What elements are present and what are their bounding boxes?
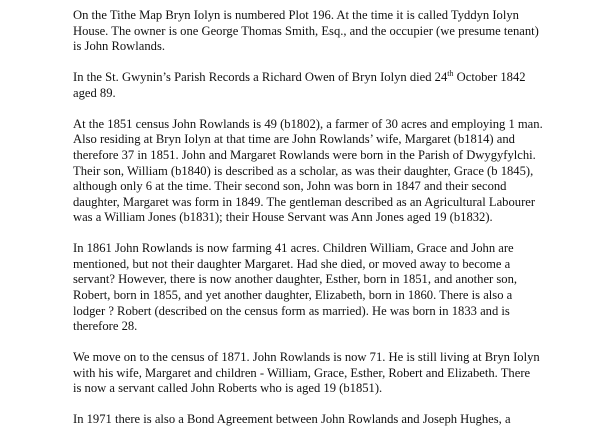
text-line: therefore 28. bbox=[73, 319, 138, 334]
text-line: Robert, born in 1855, and yet another daughter, Elizabeth, born in 1860. There is also a bbox=[73, 288, 513, 303]
text-line: although only 6 at the time. Their second son, John was born in 1847 and their second bbox=[73, 179, 507, 194]
text-line: daughter, Margaret was form in 1849. The gentleman described as an Agricultural Labourer bbox=[73, 194, 536, 209]
text-line: House. The owner is one George Thomas Smith, Esq., and the occupier (we presume tenant) bbox=[73, 23, 539, 38]
text-segment: In the St. Gwynin’s Parish Records a Richard Owen of Bryn Iolyn died 24 bbox=[73, 70, 448, 85]
text-line: We move on to the census of 1871. John Rowlands is now 71. He is still living at Bryn Iolyn bbox=[73, 350, 540, 365]
text-line: therefore 37 in 1851. John and Margaret Rowlands were born in the Parish of Dwygyfylchi. bbox=[73, 147, 536, 162]
text-line: aged 89. bbox=[73, 85, 116, 100]
text-line: In 1861 John Rowlands is now farming 41 acres. Children William, Grace and John are bbox=[73, 241, 514, 256]
text-line: servant? However, there is now another daughter, Esther, born in 1851, and another son, bbox=[73, 272, 518, 287]
text-line: is John Rowlands. bbox=[73, 39, 166, 54]
text-line: At the 1851 census John Rowlands is 49 (b1802), a farmer of 30 acres and employing 1 man. bbox=[73, 116, 543, 131]
ordinal-superscript: th bbox=[447, 68, 454, 78]
paragraph-parish-records bbox=[73, 70, 588, 101]
paragraph-census-1861 bbox=[73, 241, 588, 335]
text-line: Their son, William (b1840) is described as a scholar, as was their daughter, Grace (b 1845), bbox=[73, 163, 534, 178]
text-line: was a William Jones (b1831); their House Servant was Ann Jones aged 19 (b1832). bbox=[73, 210, 493, 225]
document-body bbox=[73, 8, 588, 443]
text-segment: October 1842 bbox=[453, 70, 526, 85]
paragraph-census-1871 bbox=[73, 350, 588, 397]
text-line: lodger ? Robert (described on the census form as married). He was born in 1833 and is bbox=[73, 303, 510, 318]
text-line: mentioned, but not their daughter Margaret. Had she died, or moved away to become a bbox=[73, 256, 511, 271]
text-line: On the Tithe Map Bryn Iolyn is numbered Plot 196. At the time it is called Tyddyn Iolyn bbox=[73, 8, 519, 22]
text-line: In 1971 there is also a Bond Agreement between John Rowlands and Joseph Hughes, a bbox=[73, 412, 511, 427]
paragraph-bond-agreement bbox=[73, 412, 588, 428]
paragraph-census-1851 bbox=[73, 117, 588, 226]
text-line: is now a servant called John Roberts who is aged 19 (b1851). bbox=[73, 381, 383, 396]
text-line: Also residing at Bryn Iolyn at that time are John Rowlands’ wife, Margaret (b1814) and bbox=[73, 132, 515, 147]
text-line: with his wife, Margaret and children - William, Grace, Esther, Robert and Elizabeth. There bbox=[73, 365, 531, 380]
paragraph-tithe-map bbox=[73, 8, 588, 55]
text-line bbox=[73, 70, 588, 86]
